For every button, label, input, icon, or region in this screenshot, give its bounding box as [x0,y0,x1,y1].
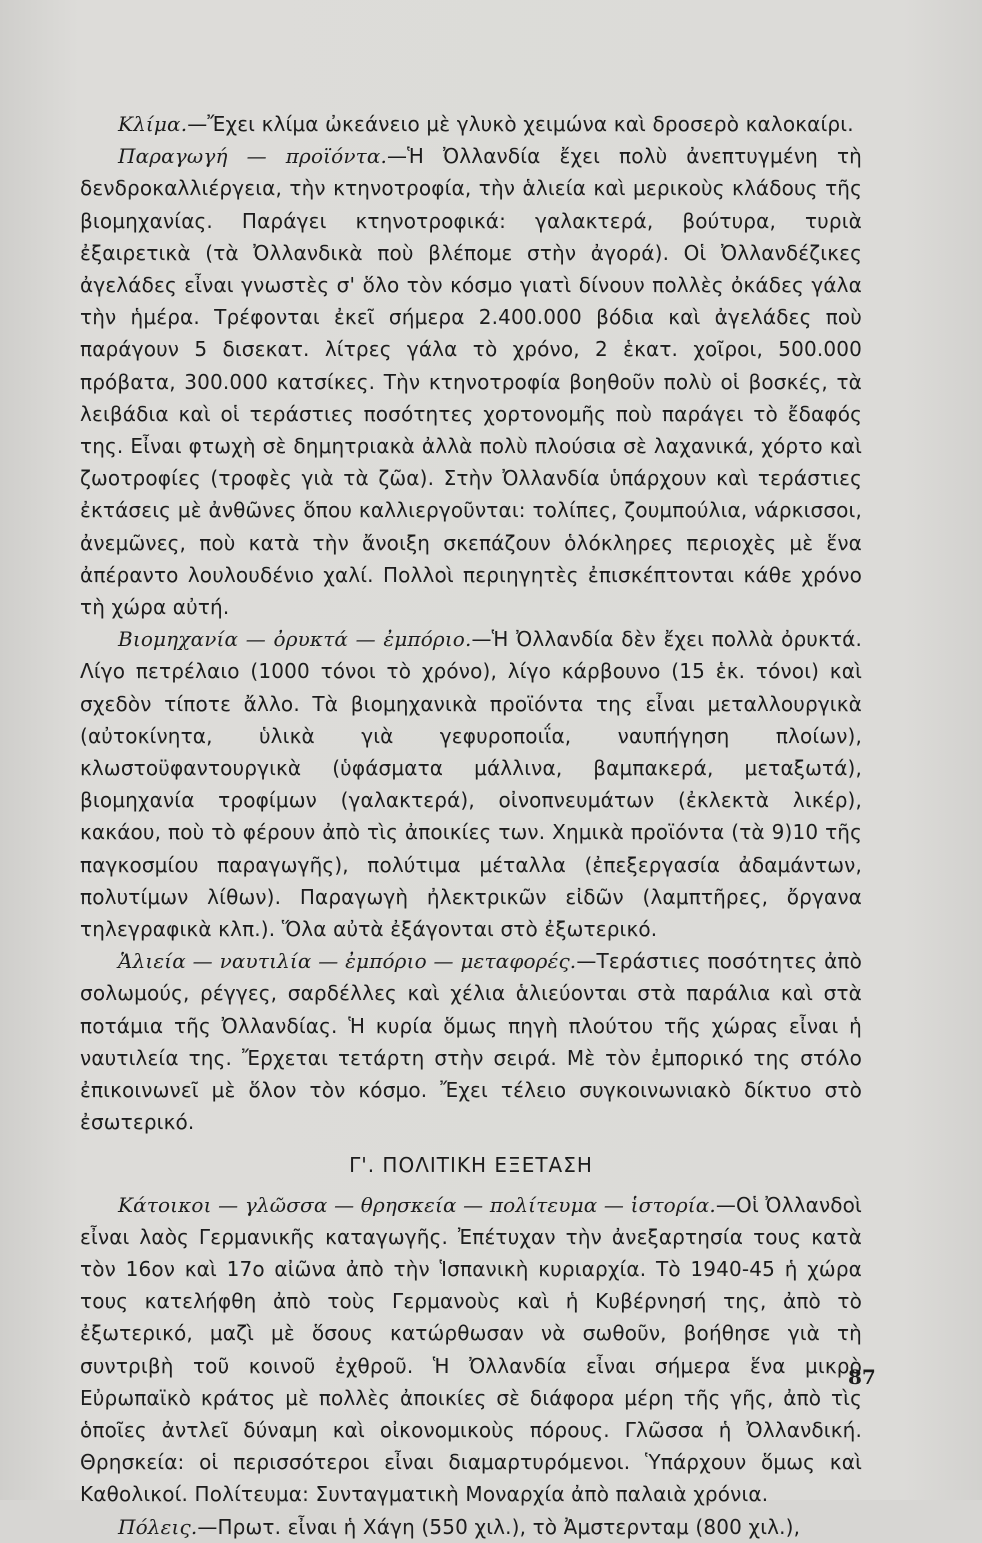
paragraph-production [80,140,862,623]
paragraph-body: —Ἡ Ὀλλανδία δὲν ἔχει πολλὰ ὀρυκτά. Λίγο πετρέλαιο (1000 τόνοι τὸ χρόνο), λίγο κάρβουνο (15 ἑκ. τόνοι) καὶ σχεδὸν τίποτε ἄλλο. Τὰ βιομηχανικὰ προϊόντα της εἶναι μεταλλουργικὰ (αὐτοκίνητα, ὑλικὰ γιὰ γεφυροποιΐα, ναυπήγηση πλοίων), κλωστοϋφαντουργικὰ (ὑφάσματα μάλλινα, βαμπακερά, μεταξωτά), βιομηχανία τροφίμων (γαλακτερά), οἰνοπνευμάτων (ἐκλεκτὰ λικέρ), κακάου, ποὺ τὸ φέρουν ἀπὸ τὶς ἀποικίες των. Χημικὰ προϊόντα (τὰ 9)10 τῆς παγκοσμίου παραγωγῆς), πολύτιμα μέταλλα (ἐπεξεργασία ἀδαμάντων, πολυτίμων λίθων). Παραγωγὴ ἠλεκτρικῶν εἰδῶν (λαμπτῆρες, ὄργανα τηλεγραφικὰ κλπ.). Ὅλα αὐτὰ ἐξάγονται στὸ ἐξωτερικό. [80,627,862,942]
paragraph-body: —Οἱ Ὀλλανδοὶ εἶναι λαὸς Γερμανικῆς καταγωγῆς. Ἐπέτυχαν τὴν ἀνεξαρτησία τους κατὰ τὸν 16ον καὶ 17ο αἰῶνα ἀπὸ τὴν Ἱσπανικὴ κυριαρχία. Τὸ 1940-45 ἡ χώρα τους κατελήφθη ἀπὸ τοὺς Γερμανοὺς καὶ ἡ Κυβέρνησή της, ἀπὸ τὸ ἐξωτερικό, μαζὶ μὲ ὅσους κατώρθωσαν νὰ σωθοῦν, βοήθησε γιὰ τὴ συντριβὴ τοῦ κοινοῦ ἐχθροῦ. Ἡ Ὀλλανδία εἶναι σήμερα ἕνα μικρὸ Εὐρωπαϊκὸ κράτος μὲ πολλὲς ἀποικίες σὲ διάφορα μέρη τῆς γῆς, ἀπὸ τὶς ὁποῖες ἀντλεῖ δύναμη καὶ οἰκονομικοὺς πόρους. Γλῶσσα ἡ Ὀλλανδική. Θρησκεία: οἱ περισσότεροι εἶναι διαμαρτυρόμενοι. Ὑπάρχουν ὅμως καὶ Καθολικοί. Πολίτευμα: Συνταγματικὴ Μοναρχία ἀπὸ παλαιὰ χρόνια. [80,1192,862,1507]
paragraph-body: —Τεράστιες ποσότητες ἀπὸ σολωμούς, ρέγγες, σαρδέλλες καὶ χέλια ἁλιεύονται στὰ παράλια καὶ στὰ ποτάμια τῆς Ὀλλανδίας. Ἡ κυρία ὅμως πηγὴ πλούτου τῆς χώρας εἶναι ἡ ναυτιλεία της. Ἔρχεται τετάρτη στὴν σειρά. Μὲ τὸν ἐμπορικό της στόλο ἐπικοινωνεῖ μὲ ὅλον τὸν κόσμο. Ἔχει τέλειο συγκοινωνιακὸ δίκτυο στὸ ἐσωτερικό. [80,949,862,1135]
paragraph-inhabitants [80,1189,862,1511]
paragraph-lead: Ἁλιεία — ναυτιλία — ἐμπόριο — μεταφορές. [118,949,577,974]
paragraph-lead: Βιομηχανία — ὀρυκτά — ἐμπόριο. [118,627,472,652]
page-text [80,108,862,1543]
paragraph-cities [80,1511,862,1543]
paragraph-fishing [80,945,862,1138]
paragraph-body: —Ἔχει κλίμα ὠκεάνειο μὲ γλυκὸ χειμώνα καὶ δροσερὸ καλοκαίρι. [187,112,854,136]
section-heading: Γ'. ΠΟΛΙΤΙΚΗ ΕΞΕΤΑΣΗ [349,1152,593,1177]
paragraph-body: —Πρωτ. εἶναι ἡ Χάγη (550 χιλ.), τὸ Ἀμστερνταμ (800 χιλ.), [197,1514,801,1539]
paragraph-body: —Ἡ Ὀλλανδία ἔχει πολὺ ἀνεπτυγμένη τὴ δενδροκαλλιέργεια, τὴν κτηνοτροφία, τὴν ἁλιεία καὶ μερικοὺς κλάδους τῆς βιομηχανίας. Παράγει κτηνοτροφικά: γαλακτερά, βούτυρα, τυριὰ ἐξαιρετικὰ (τὰ Ὀλλανδικὰ ποὺ βλέπομε στὴν ἀγορά). Οἱ Ὀλλανδέζικες ἀγελάδες εἶναι γνωστὲς σ' ὅλο τὸν κόσμο γιατὶ δίνουν πολλὲς ὀκάδες γάλα τὴν ἡμέρα. Τρέφονται ἐκεῖ σήμερα 2.400.000 βόδια καὶ ἀγελάδες ποὺ παράγουν 5 δισεκατ. λίτρες γάλα τὸ χρόνο, 2 ἑκατ. χοῖροι, 500.000 πρόβατα, 300.000 κατσίκες. Τὴν κτηνοτροφία βοηθοῦν πολὺ οἱ βοσκές, τὰ λειβάδια καὶ οἱ τεράστιες ποσότητες χορτονομῆς ποὺ παράγει τὸ ἔδαφός της. Εἶναι φτωχὴ σὲ δημητριακὰ ἀλλὰ πολὺ πλούσια σὲ λαχανικά, χόρτο καὶ ζωοτροφίες (τροφὲς γιὰ τὰ ζῶα). Στὴν Ὀλλανδία ὑπάρχουν καὶ τεράστιες ἐκτάσεις μὲ ἀνθῶνες ὅπου καλλιεργοῦνται: τολίπες, ζουμπούλια, νάρκισσοι, ἀνεμῶνες, ποὺ κατὰ τὴν ἄνοιξη σκεπάζουν ὁλόκληρες περιοχὲς μὲ ἕνα ἀπέραντο λουλουδένιο χαλί. Πολλοὶ περιηγητὲς ἐπισκέπτονται κάθε χρόνο τὴ χώρα αὐτή. [80,144,862,620]
paragraph-lead: Κλίμα. [118,112,188,136]
page-number: 87 [848,1365,876,1389]
paragraph-lead: Κάτοικοι — γλῶσσα — θρησκεία — πολίτευμα — ἱστορία. [118,1192,716,1217]
paragraph-industry [80,623,862,945]
paragraph-lead: Παραγωγή — προϊόντα. [118,144,387,169]
paragraph-lead: Πόλεις. [118,1514,198,1539]
paragraph-climate [80,108,862,140]
